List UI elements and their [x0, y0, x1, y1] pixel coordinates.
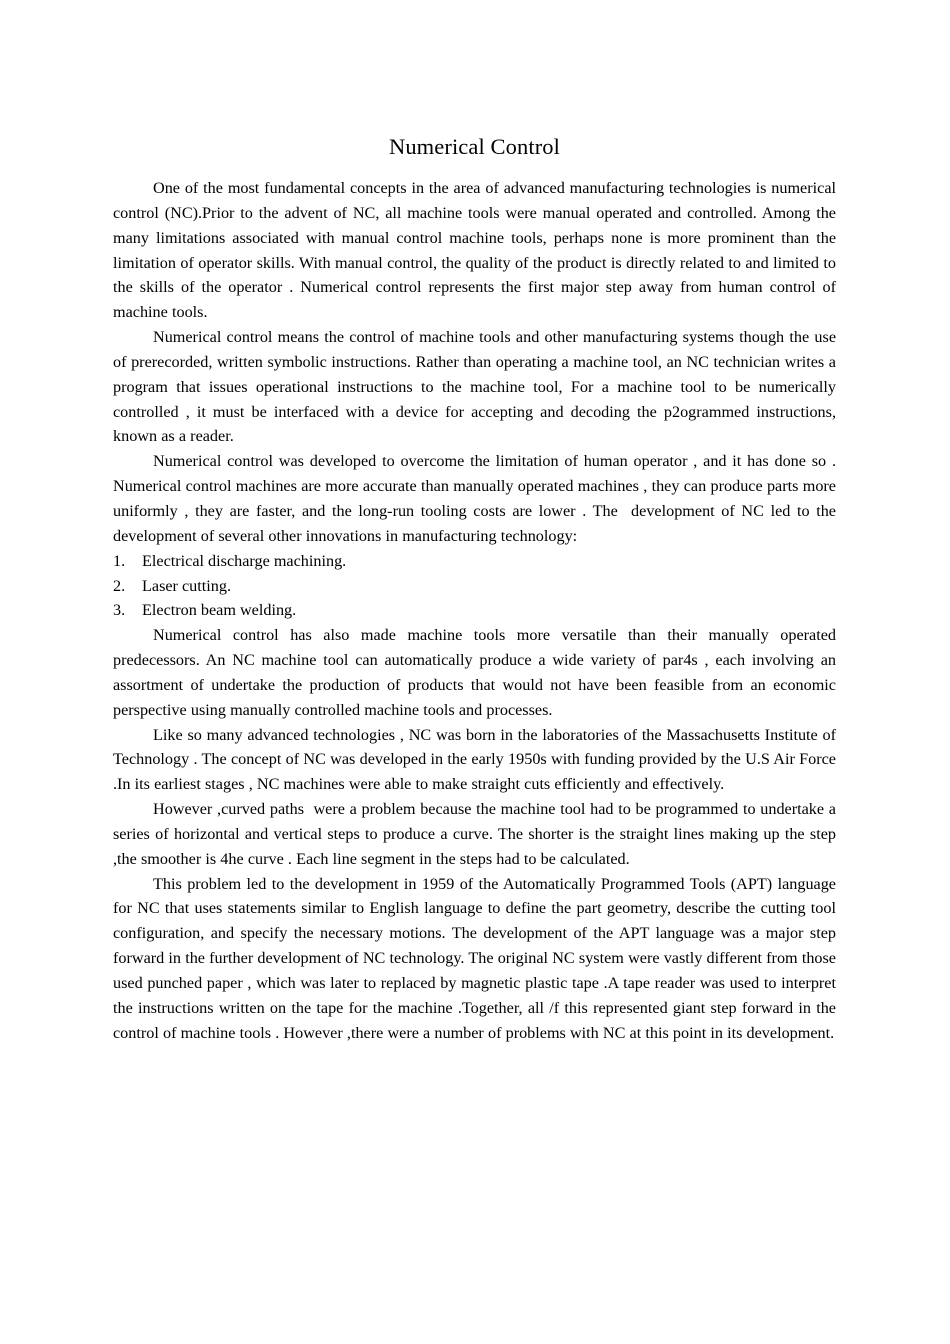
list-item — [113, 598, 836, 623]
list-item-number: 1. — [113, 551, 126, 570]
paragraph-intro: One of the most fundamental concepts in the area of advanced manufacturing technologies is numerical control (NC).Prior to the advent of NC, all machine tools were manual operated and controlled. Among the many limitations associated with manual control machine tools, perhaps none is more prominent than the limitation of operator skills. With manual control, the quality of the product is directly related to and limited to the skills of the operator . Numerical control represents the first major step away from human control of machine tools. — [113, 179, 841, 322]
paragraph-origins: Like so many advanced technologies , NC was born in the laboratories of the Massachusetts Institute of Technology . The concept of NC was developed in the early 1950s with funding provided by the U.S Air Force .In its earliest stages , NC machines were able to make straight cuts efficiently and effectively. — [113, 725, 841, 794]
list-item-number: 2. — [113, 576, 126, 595]
list-item-label: Electron beam welding. — [142, 601, 297, 620]
paragraph-apt-language: This problem led to the development in 1959 of the Automatically Programmed Tools (APT) language for NC that uses statements similar to English language to define the part geometry, describe the cutting tool configuration, and specify the necessary motions. The development of the APT language was a major step forward in the further development of NC technology. The original NC system were vastly different from those used punched paper , which was later to replaced by magnetic plastic tape .A tape reader was used to interpret the instructions written on the tape for the machine .Together, all /f this represented giant step forward in the control of machine tools . However ,there were a number of problems with NC at this point in its development. — [113, 874, 841, 1042]
list-item-label: Electrical discharge machining. — [142, 551, 347, 570]
paragraph-development: Numerical control was developed to overcome the limitation of human operator , and it has done so . Numerical control machines are more accurate than manually operated machines , they can produce parts more uniformly , they are faster, and the long-run tooling costs are lower . The development of NC led to the development of several other innovations in manufacturing technology: — [113, 452, 841, 545]
paragraph-definition: Numerical control means the control of machine tools and other manufacturing systems though the use of prerecorded, written symbolic instructions. Rather than operating a machine tool, an NC technician writes a program that issues operational instructions to the machine tool, For a machine tool to be numerically controlled , it must be interfaced with a device for accepting and decoding the p2ogrammed instructions, known as a reader. — [113, 328, 841, 446]
page-title: Numerical Control — [388, 134, 561, 159]
innovations-list — [113, 549, 836, 624]
list-item — [113, 574, 836, 599]
list-item-number: 3. — [113, 601, 126, 620]
list-item — [113, 549, 836, 574]
paragraph-versatility: Numerical control has also made machine tools more versatile than their manually operated predecessors. An NC machine tool can automatically produce a wide variety of par4s , each involving an assortment of undertake the production of products that would not have been feasible from an economic perspective using manually controlled machine tools and processes. — [113, 626, 841, 719]
paragraph-curved-paths: However ,curved paths were a problem because the machine tool had to be programmed to undertake a series of horizontal and vertical steps to produce a curve. The shorter is the straight lines making up the step ,the smoother is 4he curve . Each line segment in the steps had to be calculated. — [113, 800, 841, 868]
list-item-label: Laser cutting. — [142, 576, 231, 595]
document-body — [113, 132, 841, 1046]
